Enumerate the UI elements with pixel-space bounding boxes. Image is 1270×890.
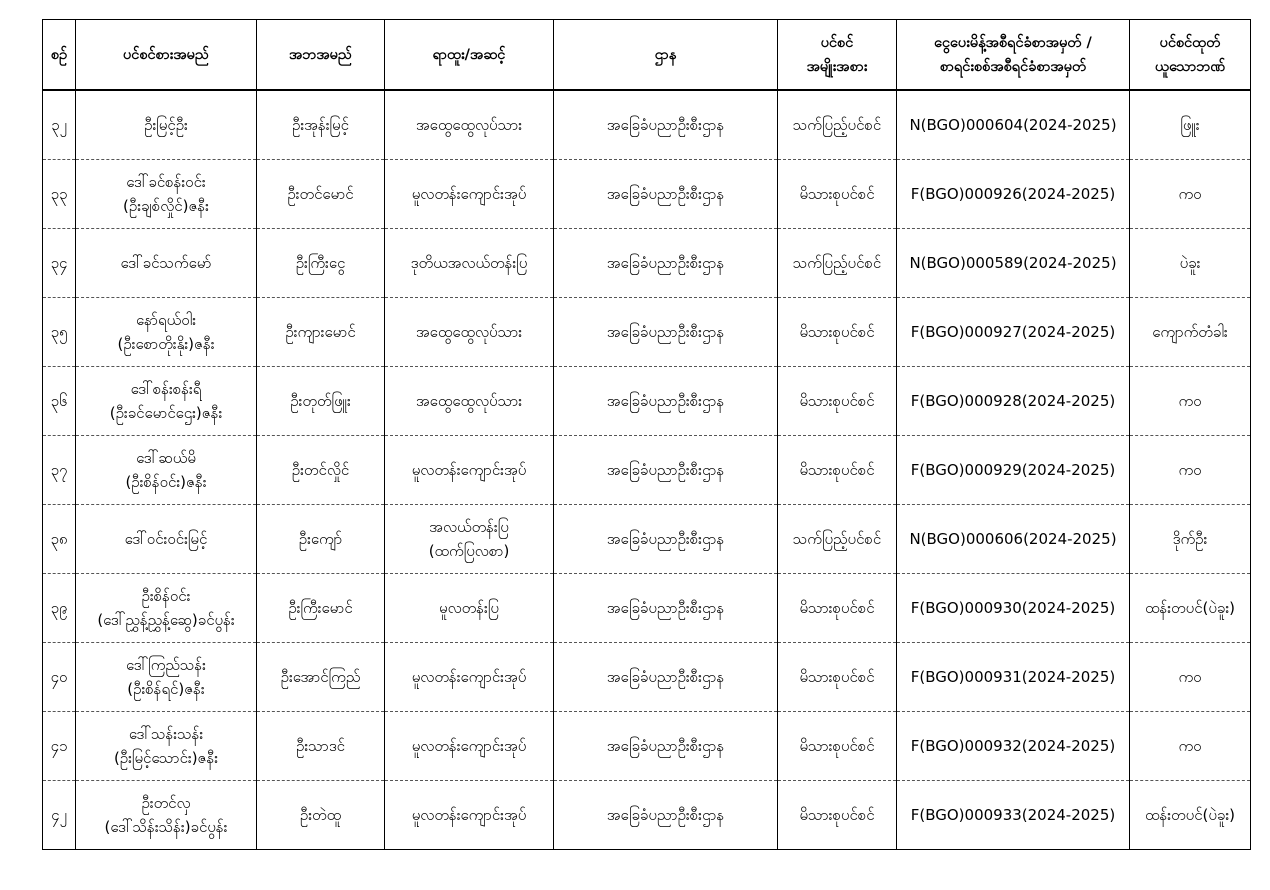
pensioner-name	[76, 160, 257, 229]
pensioner-name	[76, 712, 257, 781]
pension-type: မိသားစုပင်စင်	[778, 160, 897, 229]
rank-title-line: အထွေထွေလုပ်သား	[415, 323, 523, 341]
pensioner-name	[76, 643, 257, 712]
bank-name: ပဲခူး	[1130, 229, 1251, 298]
rank-title	[385, 505, 554, 574]
department-name: အခြေခံပညာဦးစီးဌာန	[554, 781, 778, 850]
rank-title-line: မူလတန်းကျောင်းအုပ်	[411, 185, 527, 203]
header-pension-type-line2: အမျိုးအစား	[806, 58, 868, 75]
rank-title	[385, 574, 554, 643]
bank-name: ဖြူး	[1130, 90, 1251, 160]
order-number: N(BGO)000589(2024-2025)	[897, 229, 1130, 298]
table-body	[43, 90, 1251, 850]
pensioner-name-line: (ဒေါ်သိန်းသိန်း)ခင်ပွန်း	[104, 818, 228, 836]
table-row	[43, 643, 1251, 712]
father-name: ဦးတဲထူ	[257, 781, 385, 850]
pensioner-name	[76, 505, 257, 574]
department-name: အခြေခံပညာဦးစီးဌာန	[554, 712, 778, 781]
pension-type: မိသားစုပင်စင်	[778, 781, 897, 850]
pension-type: သက်ပြည့်ပင်စင်	[778, 229, 897, 298]
rank-title-line: မူလတန်းကျောင်းအုပ်	[411, 461, 527, 479]
department-name: အခြေခံပညာဦးစီးဌာန	[554, 229, 778, 298]
department-name: အခြေခံပညာဦးစီးဌာန	[554, 90, 778, 160]
order-number: F(BGO)000933(2024-2025)	[897, 781, 1130, 850]
father-name: ဦးသာဒင်	[257, 712, 385, 781]
table-row	[43, 298, 1251, 367]
pensioner-name-line: ဒေါ်သန်းသန်း	[128, 725, 204, 743]
order-number: F(BGO)000931(2024-2025)	[897, 643, 1130, 712]
rank-title	[385, 643, 554, 712]
header-bank-line1: ပင်စင်ထုတ်	[1159, 34, 1221, 51]
rank-title-line: ဒုတိယအလယ်တန်းပြ	[410, 254, 528, 272]
table-row	[43, 712, 1251, 781]
header-order-number	[897, 20, 1130, 91]
table-row	[43, 574, 1251, 643]
order-number: F(BGO)000926(2024-2025)	[897, 160, 1130, 229]
pensioner-name-line: (ဦးစိန်ဝင်း)ဇနီး	[125, 473, 207, 491]
header-no: စဉ်	[43, 20, 76, 91]
table-row	[43, 436, 1251, 505]
bank-name: ထန်းတပင်(ပဲခူး)	[1130, 781, 1251, 850]
pension-type: မိသားစုပင်စင်	[778, 643, 897, 712]
pension-type: သက်ပြည့်ပင်စင်	[778, 90, 897, 160]
row-number: ၃၂	[43, 90, 76, 160]
rank-title	[385, 781, 554, 850]
pensioner-name-line: နော်ရယ်ဝါး	[135, 311, 197, 329]
pensioner-name-line: ဒေါ်ကြည်သန်း	[126, 656, 206, 674]
bank-name: ကဝ	[1130, 643, 1251, 712]
row-number: ၄၀	[43, 643, 76, 712]
pensioner-name	[76, 574, 257, 643]
bank-name: ဒိုက်ဦး	[1130, 505, 1251, 574]
father-name: ဦးကြီးငွေ	[257, 229, 385, 298]
pensioner-name-line: (ဦးခင်မောင်ဌေး)ဇနီး	[109, 404, 223, 422]
pension-type: မိသားစုပင်စင်	[778, 367, 897, 436]
row-number: ၃၆	[43, 367, 76, 436]
bank-name: ထန်းတပင်(ပဲခူး)	[1130, 574, 1251, 643]
rank-title-line: (ထက်ပြလစာ)	[428, 542, 510, 560]
pensioner-name	[76, 90, 257, 160]
order-number: F(BGO)000929(2024-2025)	[897, 436, 1130, 505]
father-name: ဦးကျားမောင်	[257, 298, 385, 367]
pension-type: မိသားစုပင်စင်	[778, 574, 897, 643]
rank-title-line: အထွေထွေလုပ်သား	[415, 392, 523, 410]
order-number: F(BGO)000932(2024-2025)	[897, 712, 1130, 781]
father-name: ဦးကျော်	[257, 505, 385, 574]
rank-title	[385, 229, 554, 298]
father-name: ဦးအောင်ကြည်	[257, 643, 385, 712]
father-name: ဦးအုန်းမြင့်	[257, 90, 385, 160]
rank-title	[385, 367, 554, 436]
father-name: ဦးတင်မောင်	[257, 160, 385, 229]
pension-register-table	[42, 19, 1251, 850]
pensioner-name-line: ဒေါ်စန်းစန်းရီ	[130, 380, 202, 398]
table-row	[43, 90, 1251, 160]
header-row	[43, 20, 1251, 91]
pensioner-name-line: (ဦးစိန်ရင်)ဇနီး	[127, 680, 205, 698]
table-row	[43, 367, 1251, 436]
order-number: F(BGO)000928(2024-2025)	[897, 367, 1130, 436]
pensioner-name-line: ဒေါ်ခင်သက်မော်	[120, 254, 212, 272]
pensioner-name-line: ဒေါ်ဝင်းဝင်းမြင့်	[124, 530, 208, 548]
bank-name: ကျောက်တံခါး	[1130, 298, 1251, 367]
department-name: အခြေခံပညာဦးစီးဌာန	[554, 367, 778, 436]
pensioner-name-line: (ဦးစောတိုးနိုး)ဇနီး	[117, 335, 215, 353]
row-number: ၃၈	[43, 505, 76, 574]
pension-type: မိသားစုပင်စင်	[778, 712, 897, 781]
rank-title	[385, 712, 554, 781]
pensioner-name	[76, 229, 257, 298]
row-number: ၄၁	[43, 712, 76, 781]
header-license-holder: ပင်စင်စားအမည်	[76, 20, 257, 91]
order-number: F(BGO)000930(2024-2025)	[897, 574, 1130, 643]
rank-title-line: မူလတန်းကျောင်းအုပ်	[411, 806, 527, 824]
rank-title-line: မူလတန်းကျောင်းအုပ်	[411, 668, 527, 686]
pensioner-name-line: ဒေါ်ခင်စန်းဝင်း	[126, 173, 206, 191]
header-bank-line2: ယူသောဘဏ်	[1155, 58, 1225, 75]
rank-title-line: အထွေထွေလုပ်သား	[415, 116, 523, 134]
rank-title-line: မူလတန်းပြ	[439, 599, 499, 617]
pensioner-name	[76, 298, 257, 367]
row-number: ၃၃	[43, 160, 76, 229]
rank-title	[385, 160, 554, 229]
department-name: အခြေခံပညာဦးစီးဌာန	[554, 160, 778, 229]
rank-title-line: အလယ်တန်းပြ	[429, 518, 509, 536]
bank-name: ကဝ	[1130, 436, 1251, 505]
order-number: N(BGO)000606(2024-2025)	[897, 505, 1130, 574]
pensioner-name	[76, 367, 257, 436]
header-department: ဌာန	[554, 20, 778, 91]
father-name: ဦးတုတ်ဖြူး	[257, 367, 385, 436]
pension-type: မိသားစုပင်စင်	[778, 436, 897, 505]
header-rank: ရာထူး/အဆင့်	[385, 20, 554, 91]
row-number: ၃၉	[43, 574, 76, 643]
table-row	[43, 160, 1251, 229]
pensioner-name	[76, 781, 257, 850]
rank-title	[385, 298, 554, 367]
header-pension-type	[778, 20, 897, 91]
row-number: ၃၅	[43, 298, 76, 367]
pensioner-name-line: (ဒေါ်ညွှန့်ညွှန့်ဆွေ)ခင်ပွန်း	[97, 611, 235, 629]
rank-title-line: မူလတန်းကျောင်းအုပ်	[411, 737, 527, 755]
father-name: ဦးကြီးမောင်	[257, 574, 385, 643]
bank-name: ကဝ	[1130, 160, 1251, 229]
pensioner-name-line: (ဦးချစ်လှိုင်)ဇနီး	[123, 197, 209, 215]
department-name: အခြေခံပညာဦးစီးဌာန	[554, 436, 778, 505]
pension-type: မိသားစုပင်စင်	[778, 298, 897, 367]
order-number: F(BGO)000927(2024-2025)	[897, 298, 1130, 367]
department-name: အခြေခံပညာဦးစီးဌာန	[554, 574, 778, 643]
bank-name: ကဝ	[1130, 367, 1251, 436]
table-row	[43, 229, 1251, 298]
rank-title	[385, 90, 554, 160]
header-father: အဘအမည်	[257, 20, 385, 91]
bank-name: ကဝ	[1130, 712, 1251, 781]
header-pension-type-line1: ပင်စင်	[820, 34, 854, 51]
table-header	[43, 20, 1251, 91]
header-order-number-line2: စာရင်းစစ်အစီရင်ခံစာအမှတ်	[939, 58, 1087, 75]
row-number: ၃၄	[43, 229, 76, 298]
row-number: ၄၂	[43, 781, 76, 850]
pensioner-name-line: (ဦးမြင့်သောင်း)ဇနီး	[113, 749, 219, 767]
pensioner-name-line: ဒေါ်ဆယ်မိ	[136, 449, 196, 467]
order-number: N(BGO)000604(2024-2025)	[897, 90, 1130, 160]
table-row	[43, 505, 1251, 574]
department-name: အခြေခံပညာဦးစီးဌာန	[554, 643, 778, 712]
header-bank	[1130, 20, 1251, 91]
table-row	[43, 781, 1251, 850]
header-order-number-line1: ငွေပေးမိန့်အစီရင်ခံစာအမှတ် /	[934, 34, 1092, 51]
pension-type: သက်ပြည့်ပင်စင်	[778, 505, 897, 574]
pensioner-name-line: ဦးမြင့်ဦး	[144, 116, 188, 134]
row-number: ၃၇	[43, 436, 76, 505]
department-name: အခြေခံပညာဦးစီးဌာန	[554, 298, 778, 367]
pensioner-name	[76, 436, 257, 505]
department-name: အခြေခံပညာဦးစီးဌာန	[554, 505, 778, 574]
father-name: ဦးတင်လှိုင်	[257, 436, 385, 505]
pensioner-name-line: ဦးတင်လှ	[141, 794, 191, 812]
pensioner-name-line: ဦးစိန်ဝင်း	[141, 587, 191, 605]
rank-title	[385, 436, 554, 505]
